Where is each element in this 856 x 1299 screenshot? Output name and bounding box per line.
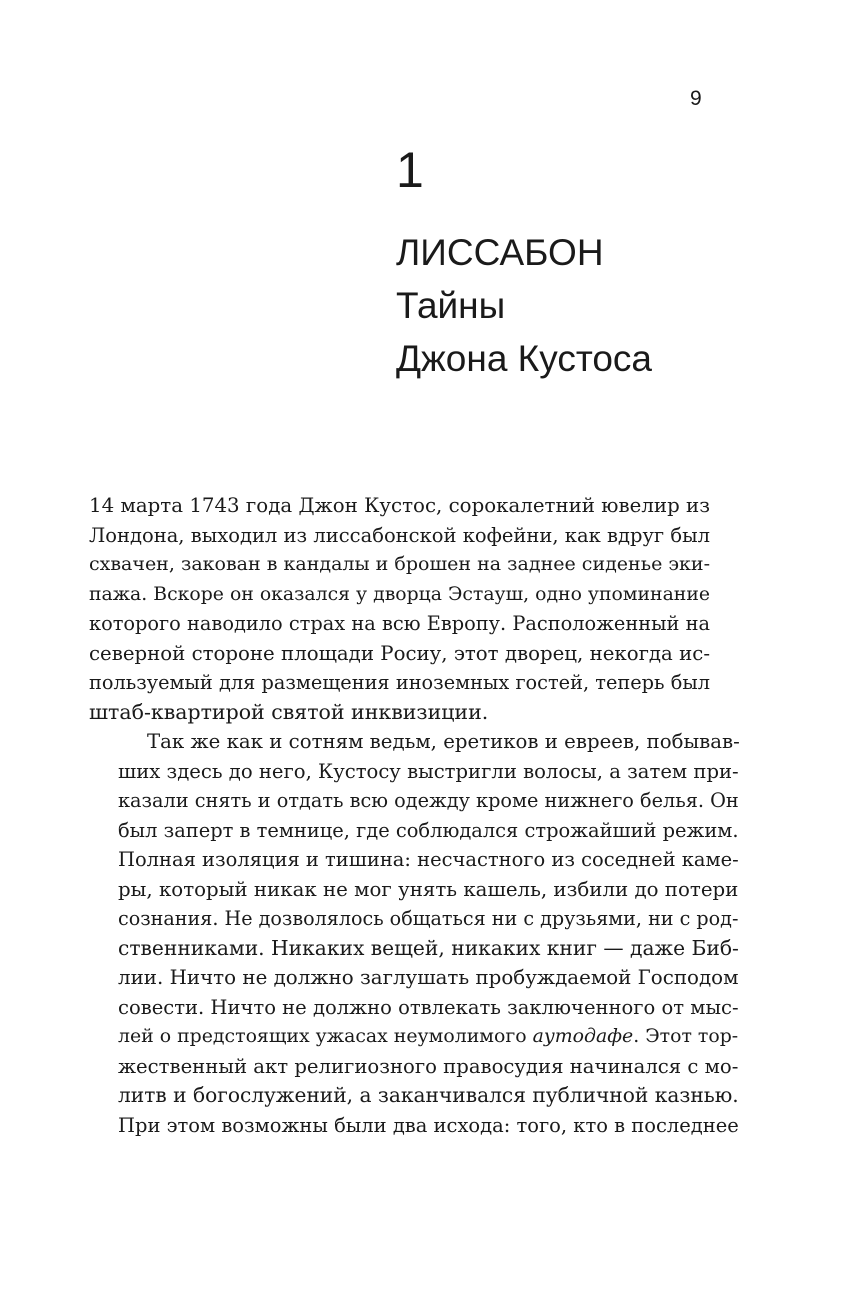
chapter-title [396, 226, 652, 385]
body-text [89, 491, 740, 1140]
text-line [89, 1022, 739, 1052]
text-line: совести. Ничто не должно отвлекать заключенного от мыс- [118, 995, 739, 1019]
text-segment: . Этот тор- [633, 1025, 739, 1047]
text-line: Так же как и сотням ведьм, еретиков и евреев, побывав- [147, 730, 740, 753]
text-line: лии. Ничто не должно заглушать пробуждаемой Господом [118, 966, 739, 989]
text-line: 14 марта 1743 года Джон Кустос, сорокалетний ювелир из [89, 494, 710, 517]
text-line: штаб-квартирой святой инквизиции. [89, 699, 489, 724]
text-line: пажа. Вскоре он оказался у дворца Эстауш, одно упоминание [89, 583, 710, 605]
text-segment: лей о предстоящих ужасах неумолимого [118, 1025, 533, 1047]
chapter-number: 1 [396, 142, 424, 198]
text-line: При этом возможны были два исхода: того, кто в последнее [118, 1113, 739, 1137]
text-line: Полная изоляция и тишина: несчастного из соседней каме- [118, 848, 739, 871]
chapter-title-line: Джона Кустоса [396, 338, 653, 379]
text-line: ры, который никак не мог унять кашель, избили до потери [118, 877, 739, 901]
paragraph [89, 491, 710, 727]
chapter-title-line: Тайны [396, 285, 506, 326]
text-line: северной стороне площади Росиу, этот дворец, некогда ис- [89, 641, 710, 665]
text-line: которого наводило страх на всю Европу. Расположенный на [89, 612, 710, 635]
chapter-title-line: ЛИССАБОН [396, 232, 604, 273]
text-line: был заперт в темнице, где соблюдался строжайший режим. [118, 818, 739, 842]
text-line: казали снять и отдать всю одежду кроме нижнего белья. Он [118, 789, 739, 812]
text-line: ственниками. Никаких вещей, никаких книг — даже Биб- [118, 935, 739, 960]
text-line: сознания. Не дозволялось общаться ни с друзьями, ни с род- [118, 907, 739, 930]
text-line: схвачен, закован в кандалы и брошен на заднее сиденье эки- [89, 553, 710, 575]
italic-term: аутодафе [532, 1025, 634, 1047]
text-line: литв и богослужений, а заканчивался публичной казнью. [118, 1083, 739, 1107]
text-line: Лондона, выходил из лиссабонской кофейни, как вдруг был [89, 523, 710, 547]
page-number: 9 [690, 87, 702, 110]
text-line: ших здесь до него, Кустосу выстригли волосы, а затем при- [118, 759, 739, 783]
paragraph [89, 727, 740, 1140]
text-line: пользуемый для размещения иноземных гостей, теперь был [89, 671, 710, 694]
text-line: жественный акт религиозного правосудия начинался с мо- [118, 1054, 739, 1078]
